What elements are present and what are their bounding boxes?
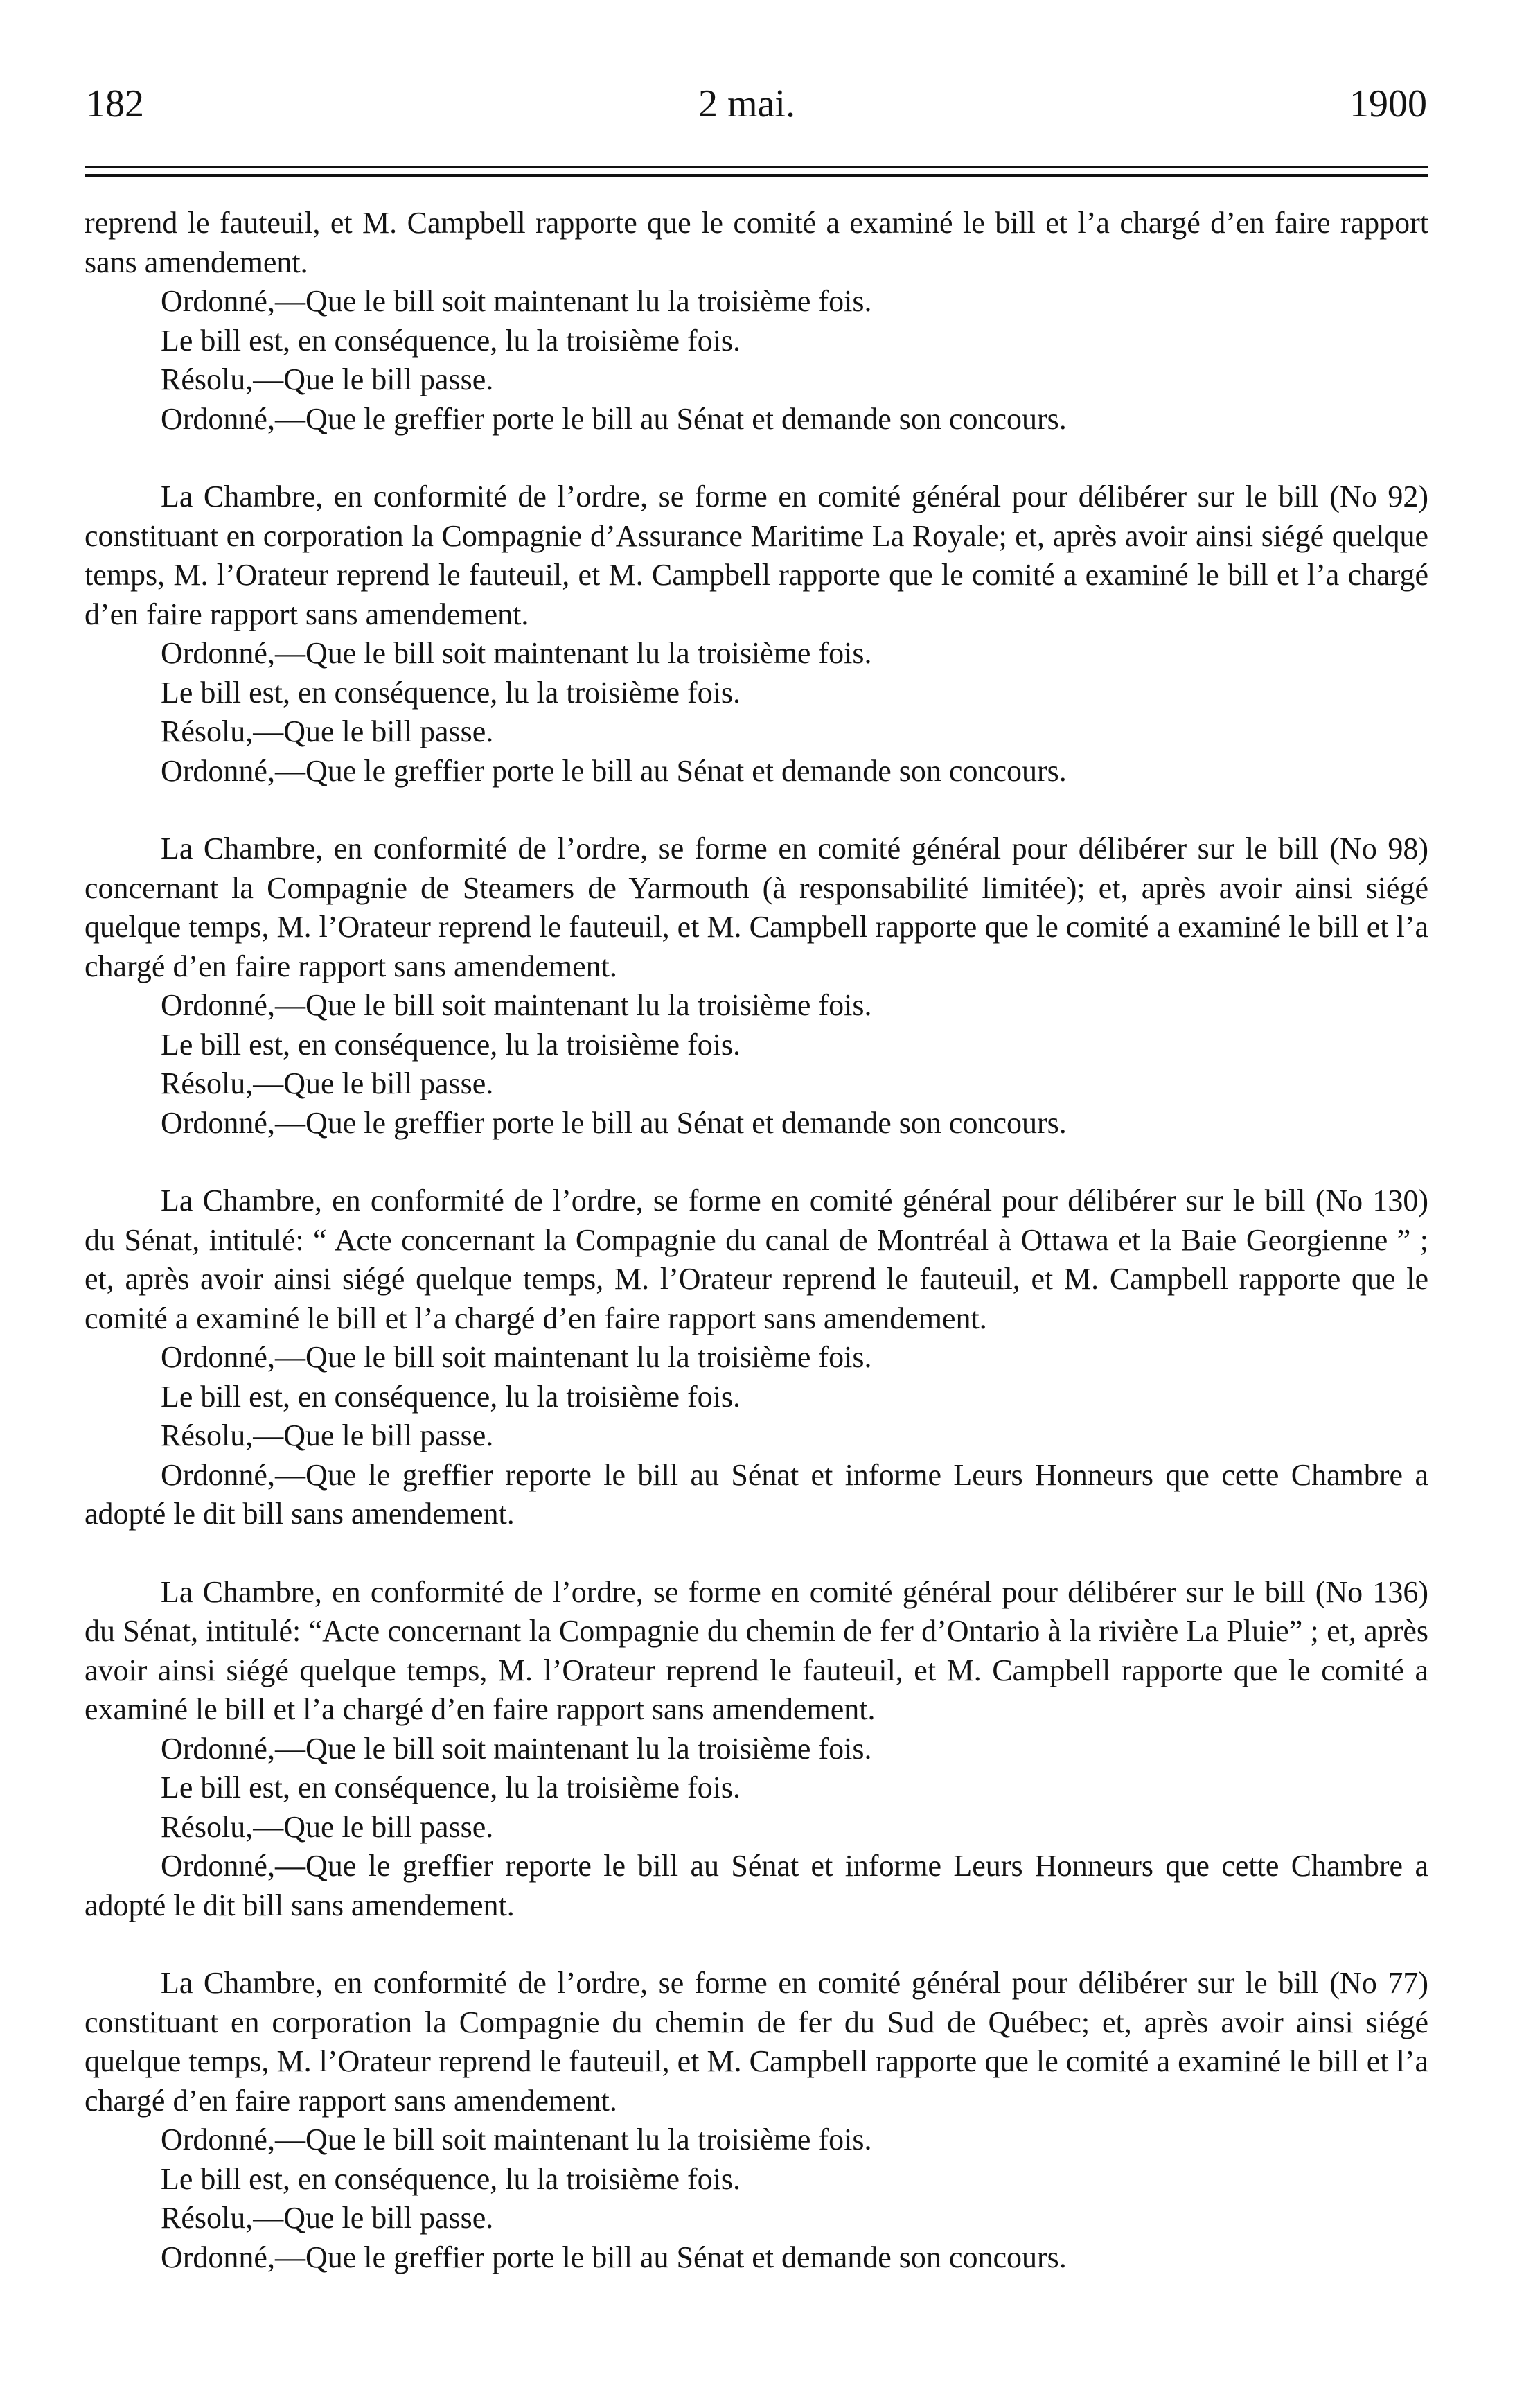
reading-line: Le bill est, en conséquence, lu la troisième fois. <box>161 675 741 710</box>
reading-line: Le bill est, en conséquence, lu la troisième fois. <box>161 1027 741 1062</box>
header-rule-thin <box>85 166 1428 168</box>
reading-line: Le bill est, en conséquence, lu la troisième fois. <box>161 1379 741 1414</box>
order-reading-line: Ordonné,—Que le bill soit maintenant lu la troisième fois. <box>161 1731 872 1766</box>
proceeding-block <box>85 829 1428 1143</box>
resolution-line: Résolu,—Que le bill passe. <box>161 2201 494 2235</box>
reading-line: Le bill est, en conséquence, lu la troisième fois. <box>161 2161 741 2196</box>
proceeding-paragraph: La Chambre, en conformité de l’ordre, se forme en comité général pour délibérer sur le bill (No 77) constituant en corporation la Compagnie du chemin de fer du Sud de Québec; et, après avoir ainsi siégé quelque temps, M. l’Orateur reprend le fauteuil, et M. Campbell rapporte que le comité a examiné le bill et l’a chargé d’en faire rapport sans amendement. <box>85 1966 1428 2118</box>
order-clerk-line: Ordonné,—Que le greffier porte le bill au Sénat et demande son concours. <box>161 401 1067 436</box>
order-clerk-line: Ordonné,—Que le greffier porte le bill au Sénat et demande son concours. <box>161 1105 1067 1140</box>
order-clerk-paragraph: Ordonné,—Que le greffier reporte le bill au Sénat et informe Leurs Honneurs que cette Chambre a adopté le dit bill sans amendement. <box>85 1457 1428 1531</box>
order-reading-line: Ordonné,—Que le bill soit maintenant lu la troisième fois. <box>161 1340 872 1374</box>
proceeding-paragraph: La Chambre, en conformité de l’ordre, se forme en comité général pour délibérer sur le bill (No 136) du Sénat, intitulé: “Acte concernant la Compagnie du chemin de fer d’Ontario à la rivière La Pluie” ; et, après avoir ainsi siégé quelque temps, M. l’Orateur reprend le fauteuil, et M. Campbell rapporte que le comité a examiné le bill et l’a chargé d’en faire rapport sans amendement. <box>85 1574 1428 1726</box>
journal-page <box>85 82 1428 2316</box>
resolution-line: Résolu,—Que le bill passe. <box>161 1066 494 1100</box>
page-header <box>85 82 1428 137</box>
proceeding-paragraph: La Chambre, en conformité de l’ordre, se forme en comité général pour délibérer sur le bill (No 98) concernant la Compagnie de Steamers de Yarmouth (à responsabilité limitée); et, après avoir ainsi siégé quelque temps, M. l’Orateur reprend le fauteuil, et M. Campbell rapporte que le comité a examiné le bill et l’a chargé d’en faire rapport sans amendement. <box>85 832 1428 983</box>
proceeding-block <box>85 1964 1428 2277</box>
page-date: 2 mai. <box>698 82 795 125</box>
order-clerk-line: Ordonné,—Que le greffier porte le bill au Sénat et demande son concours. <box>161 753 1067 788</box>
proceeding-block <box>85 477 1428 791</box>
reading-line: Le bill est, en conséquence, lu la troisième fois. <box>161 1770 741 1804</box>
order-reading-line: Ordonné,—Que le bill soit maintenant lu la troisième fois. <box>161 2123 872 2156</box>
order-reading-line: Ordonné,—Que le bill soit maintenant lu la troisième fois. <box>161 988 872 1022</box>
resolution-line: Résolu,—Que le bill passe. <box>161 714 494 748</box>
order-reading-line: Ordonné,—Que le bill soit maintenant lu la troisième fois. <box>161 284 872 318</box>
proceeding-paragraph: La Chambre, en conformité de l’ordre, se forme en comité général pour délibérer sur le bill (No 92) constituant en corporation la Compagnie d’Assurance Maritime La Royale; et, après avoir ainsi siégé quelque temps, M. l’Orateur reprend le fauteuil, et M. Campbell rapporte que le comité a examiné le bill et l’a chargé d’en faire rapport sans amendement. <box>85 480 1428 631</box>
resolution-line: Résolu,—Que le bill passe. <box>161 1418 494 1452</box>
resolution-line: Résolu,—Que le bill passe. <box>161 362 494 396</box>
proceeding-block <box>85 204 1428 439</box>
resolution-line: Résolu,—Que le bill passe. <box>161 1809 494 1844</box>
order-clerk-paragraph: Ordonné,—Que le greffier reporte le bill au Sénat et informe Leurs Honneurs que cette Chambre a adopté le dit bill sans amendement. <box>85 1849 1428 1922</box>
header-rule-thick <box>85 174 1428 177</box>
page-year: 1900 <box>1349 82 1427 125</box>
page-number: 182 <box>86 82 144 125</box>
order-reading-line: Ordonné,—Que le bill soit maintenant lu la troisième fois. <box>161 636 872 670</box>
page-body <box>85 204 1428 2277</box>
reading-line: Le bill est, en conséquence, lu la troisième fois. <box>161 323 741 358</box>
proceeding-block <box>85 1181 1428 1534</box>
proceeding-block <box>85 1573 1428 1926</box>
proceeding-paragraph: reprend le fauteuil, et M. Campbell rapporte que le comité a examiné le bill et l’a chargé d’en faire rapport sans amendement. <box>85 206 1428 279</box>
order-clerk-line: Ordonné,—Que le greffier porte le bill au Sénat et demande son concours. <box>161 2240 1067 2274</box>
proceeding-paragraph: La Chambre, en conformité de l’ordre, se forme en comité général pour délibérer sur le bill (No 130) du Sénat, intitulé: “ Acte concernant la Compagnie du canal de Montréal à Ottawa et la Baie Georgienne ” ; et, après avoir ainsi siégé quelque temps, M. l’Orateur reprend le fauteuil, et M. Campbell rapporte que le comité a examiné le bill et l’a chargé d’en faire rapport sans amendement. <box>85 1184 1428 1335</box>
